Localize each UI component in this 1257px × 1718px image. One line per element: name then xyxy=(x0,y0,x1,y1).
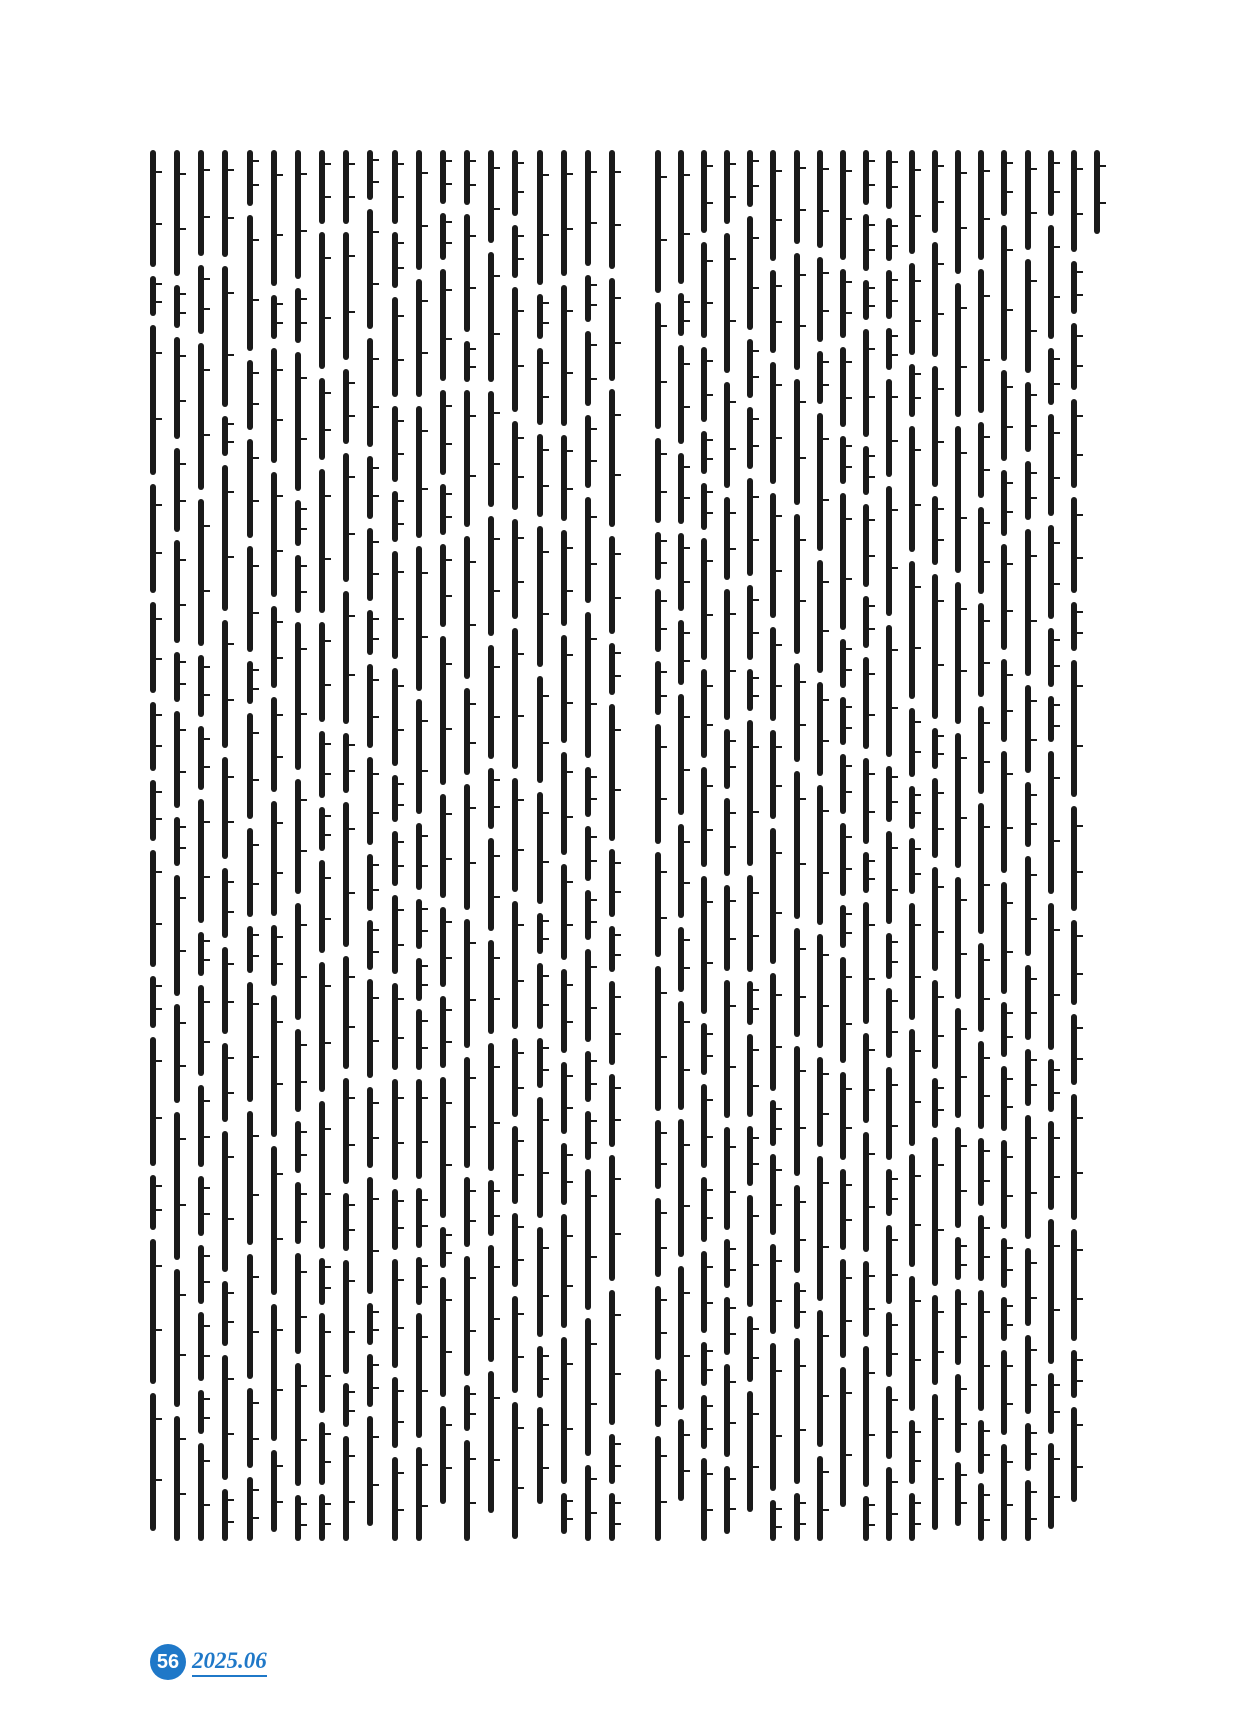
text-line xyxy=(724,150,730,1550)
text-line xyxy=(247,150,253,1550)
text-line xyxy=(295,150,301,1550)
right-text-column xyxy=(655,150,1100,1550)
text-line xyxy=(655,150,661,1550)
text-line xyxy=(932,150,938,1550)
text-line xyxy=(367,150,373,1550)
text-line xyxy=(198,150,204,1550)
text-line xyxy=(840,150,846,1550)
text-line xyxy=(678,150,684,1550)
text-line xyxy=(1094,150,1100,1550)
text-line xyxy=(770,150,776,1550)
text-line xyxy=(1025,150,1031,1550)
text-line xyxy=(909,150,915,1550)
text-line xyxy=(537,150,543,1550)
page-number-badge: 56 xyxy=(150,1644,186,1680)
text-line xyxy=(416,150,422,1550)
text-line xyxy=(794,150,800,1550)
text-line xyxy=(817,150,823,1550)
page-footer xyxy=(150,1642,267,1682)
text-line xyxy=(440,150,446,1550)
text-line xyxy=(1001,150,1007,1550)
text-line xyxy=(343,150,349,1550)
text-line xyxy=(609,150,615,1550)
text-line xyxy=(271,150,277,1550)
text-line xyxy=(886,150,892,1550)
issue-date: 2025.06 xyxy=(192,1648,267,1677)
text-line xyxy=(561,150,567,1550)
text-line xyxy=(585,150,591,1550)
text-line xyxy=(701,150,707,1550)
text-line xyxy=(955,150,961,1550)
text-line xyxy=(319,150,325,1550)
text-line xyxy=(150,150,156,1550)
text-line xyxy=(747,150,753,1550)
text-line xyxy=(863,150,869,1550)
text-line xyxy=(392,150,398,1550)
text-line xyxy=(174,150,180,1550)
text-line xyxy=(464,150,470,1550)
text-line xyxy=(1048,150,1054,1550)
left-text-column xyxy=(150,150,615,1550)
text-line xyxy=(512,150,518,1550)
text-line xyxy=(1071,150,1077,1550)
text-line xyxy=(222,150,228,1550)
text-line xyxy=(978,150,984,1550)
text-line xyxy=(488,150,494,1550)
